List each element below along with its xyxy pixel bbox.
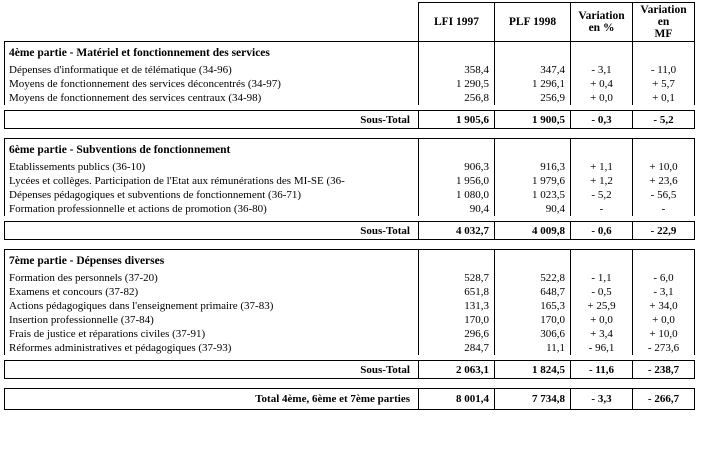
- gap-cell: [5, 379, 419, 389]
- subtotal-label: Sous-Total: [5, 361, 419, 379]
- section-title-6eme: 6ème partie - Subventions de fonctionnement: [5, 139, 419, 161]
- gap-cell: [571, 379, 633, 389]
- gap-cell: [419, 240, 495, 250]
- row-pct: + 0,0: [571, 313, 633, 327]
- row-label: Formation professionnelle et actions de promotion (36-80): [5, 202, 419, 216]
- header-variation-percent-line2: en %: [588, 22, 615, 34]
- header-variation-percent: [571, 3, 633, 42]
- row-plf: 165,3: [495, 299, 571, 313]
- row-label: Insertion professionnelle (37-84): [5, 313, 419, 327]
- section-title-row: [5, 42, 695, 64]
- gap-cell: [495, 240, 571, 250]
- header-lfi-1997: LFI 1997: [419, 3, 495, 42]
- row-pct: - 1,1: [571, 271, 633, 285]
- row-pct: - 3,1: [571, 63, 633, 77]
- subtotal-lfi: 4 032,7: [419, 222, 495, 240]
- subtotal-lfi: 2 063,1: [419, 361, 495, 379]
- table-row: [5, 91, 695, 105]
- gap-cell: [633, 240, 695, 250]
- row-label: Moyens de fonctionnement des services centraux (34-98): [5, 91, 419, 105]
- row-lfi: 358,4: [419, 63, 495, 77]
- section-title-row: [5, 139, 695, 161]
- subtotal-mf: - 22,9: [633, 222, 695, 240]
- section-title-7eme: 7ème partie - Dépenses diverses: [5, 250, 419, 272]
- gap-cell: [5, 240, 419, 250]
- row-pct: - 96,1: [571, 341, 633, 355]
- table-row: [5, 77, 695, 91]
- row-plf: 256,9: [495, 91, 571, 105]
- subtotal-pct: - 11,6: [571, 361, 633, 379]
- subtotal-mf: - 238,7: [633, 361, 695, 379]
- row-mf: -: [633, 202, 695, 216]
- row-pct: - 5,2: [571, 188, 633, 202]
- subtotal-row: [5, 111, 695, 129]
- row-lfi: 1 290,5: [419, 77, 495, 91]
- row-lfi: 170,0: [419, 313, 495, 327]
- table-row: [5, 341, 695, 355]
- row-mf: - 273,6: [633, 341, 695, 355]
- row-plf: 648,7: [495, 285, 571, 299]
- row-label: Frais de justice et réparations civiles (37-91): [5, 327, 419, 341]
- gap-cell: [419, 129, 495, 139]
- section-title-spacer-pct: [571, 139, 633, 161]
- row-plf: 347,4: [495, 63, 571, 77]
- grand-total-plf: 7 734,8: [495, 389, 571, 410]
- grand-total-lfi: 8 001,4: [419, 389, 495, 410]
- row-label: Etablissements publics (36-10): [5, 160, 419, 174]
- subtotal-plf: 1 824,5: [495, 361, 571, 379]
- subtotal-row: [5, 361, 695, 379]
- row-label: Examens et concours (37-82): [5, 285, 419, 299]
- row-pct: + 0,0: [571, 91, 633, 105]
- table-row: [5, 299, 695, 313]
- row-pct: - 0,5: [571, 285, 633, 299]
- row-plf: 1 023,5: [495, 188, 571, 202]
- section-title-spacer-pct: [571, 250, 633, 272]
- header-variation-mf-line1: Variation en: [640, 4, 687, 28]
- header-variation-mf: [633, 3, 695, 42]
- row-mf: + 10,0: [633, 160, 695, 174]
- section-gap: [5, 240, 695, 250]
- row-plf: 916,3: [495, 160, 571, 174]
- row-plf: 90,4: [495, 202, 571, 216]
- section-gap: [5, 129, 695, 139]
- row-label: Réformes administratives et pédagogiques (37-93): [5, 341, 419, 355]
- row-pct: + 1,2: [571, 174, 633, 188]
- row-mf: - 6,0: [633, 271, 695, 285]
- document-page: [0, 2, 701, 465]
- table-row: [5, 188, 695, 202]
- gap-cell: [633, 129, 695, 139]
- row-lfi: 296,6: [419, 327, 495, 341]
- row-pct: + 25,9: [571, 299, 633, 313]
- table-row: [5, 174, 695, 188]
- section-title-spacer-lfi: [419, 42, 495, 64]
- table-row: [5, 285, 695, 299]
- section-title-spacer-pct: [571, 42, 633, 64]
- row-lfi: 651,8: [419, 285, 495, 299]
- row-label: Lycées et collèges. Participation de l'Etat aux rémunérations des MI-SE (36-: [5, 174, 419, 188]
- budget-table: [4, 2, 695, 410]
- row-mf: + 5,7: [633, 77, 695, 91]
- table-row: [5, 313, 695, 327]
- section-title-4eme: 4ème partie - Matériel et fonctionnement des services: [5, 42, 419, 64]
- subtotal-pct: - 0,3: [571, 111, 633, 129]
- row-mf: - 3,1: [633, 285, 695, 299]
- gap-cell: [5, 129, 419, 139]
- row-label: Dépenses pédagogiques et subventions de fonctionnement (36-71): [5, 188, 419, 202]
- section-title-spacer-lfi: [419, 250, 495, 272]
- row-lfi: 284,7: [419, 341, 495, 355]
- row-pct: + 0,4: [571, 77, 633, 91]
- row-lfi: 906,3: [419, 160, 495, 174]
- row-label: Formation des personnels (37-20): [5, 271, 419, 285]
- section-title-spacer-lfi: [419, 139, 495, 161]
- row-pct: + 1,1: [571, 160, 633, 174]
- row-mf: + 0,0: [633, 313, 695, 327]
- gap-cell: [633, 379, 695, 389]
- row-lfi: 1 956,0: [419, 174, 495, 188]
- header-variation-mf-line2: MF: [654, 28, 673, 40]
- row-plf: 1 979,6: [495, 174, 571, 188]
- row-lfi: 1 080,0: [419, 188, 495, 202]
- subtotal-pct: - 0,6: [571, 222, 633, 240]
- gap-cell: [571, 240, 633, 250]
- row-plf: 306,6: [495, 327, 571, 341]
- row-mf: - 56,5: [633, 188, 695, 202]
- row-mf: + 10,0: [633, 327, 695, 341]
- section-title-spacer-plf: [495, 139, 571, 161]
- table-row: [5, 202, 695, 216]
- header-blank-cell: [5, 3, 419, 42]
- table-row: [5, 271, 695, 285]
- row-plf: 522,8: [495, 271, 571, 285]
- section-title-row: [5, 250, 695, 272]
- subtotal-label: Sous-Total: [5, 111, 419, 129]
- header-plf-1998: PLF 1998: [495, 3, 571, 42]
- row-label: Dépenses d'informatique et de télématique (34-96): [5, 63, 419, 77]
- row-pct: -: [571, 202, 633, 216]
- row-plf: 11,1: [495, 341, 571, 355]
- header-variation-percent-line1: Variation: [578, 10, 625, 22]
- row-mf: + 34,0: [633, 299, 695, 313]
- row-label: Moyens de fonctionnement des services déconcentrés (34-97): [5, 77, 419, 91]
- grand-total-gap: [5, 379, 695, 389]
- section-title-spacer-mf: [633, 250, 695, 272]
- row-lfi: 256,8: [419, 91, 495, 105]
- gap-cell: [419, 379, 495, 389]
- table-row: [5, 63, 695, 77]
- section-title-spacer-plf: [495, 42, 571, 64]
- subtotal-label: Sous-Total: [5, 222, 419, 240]
- subtotal-row: [5, 222, 695, 240]
- section-title-spacer-plf: [495, 250, 571, 272]
- section-title-spacer-mf: [633, 42, 695, 64]
- gap-cell: [571, 129, 633, 139]
- table-row: [5, 327, 695, 341]
- subtotal-plf: 4 009,8: [495, 222, 571, 240]
- gap-cell: [495, 379, 571, 389]
- grand-total-pct: - 3,3: [571, 389, 633, 410]
- gap-cell: [495, 129, 571, 139]
- row-lfi: 528,7: [419, 271, 495, 285]
- row-mf: + 23,6: [633, 174, 695, 188]
- grand-total-label: Total 4ème, 6ème et 7ème parties: [5, 389, 419, 410]
- row-plf: 1 296,1: [495, 77, 571, 91]
- section-title-spacer-mf: [633, 139, 695, 161]
- row-label: Actions pédagogiques dans l'enseignement primaire (37-83): [5, 299, 419, 313]
- row-mf: - 11,0: [633, 63, 695, 77]
- subtotal-lfi: 1 905,6: [419, 111, 495, 129]
- table-row: [5, 160, 695, 174]
- row-mf: + 0,1: [633, 91, 695, 105]
- table-header-row: [5, 3, 695, 42]
- subtotal-mf: - 5,2: [633, 111, 695, 129]
- row-lfi: 90,4: [419, 202, 495, 216]
- row-pct: + 3,4: [571, 327, 633, 341]
- row-lfi: 131,3: [419, 299, 495, 313]
- grand-total-row: [5, 389, 695, 410]
- grand-total-mf: - 266,7: [633, 389, 695, 410]
- row-plf: 170,0: [495, 313, 571, 327]
- subtotal-plf: 1 900,5: [495, 111, 571, 129]
